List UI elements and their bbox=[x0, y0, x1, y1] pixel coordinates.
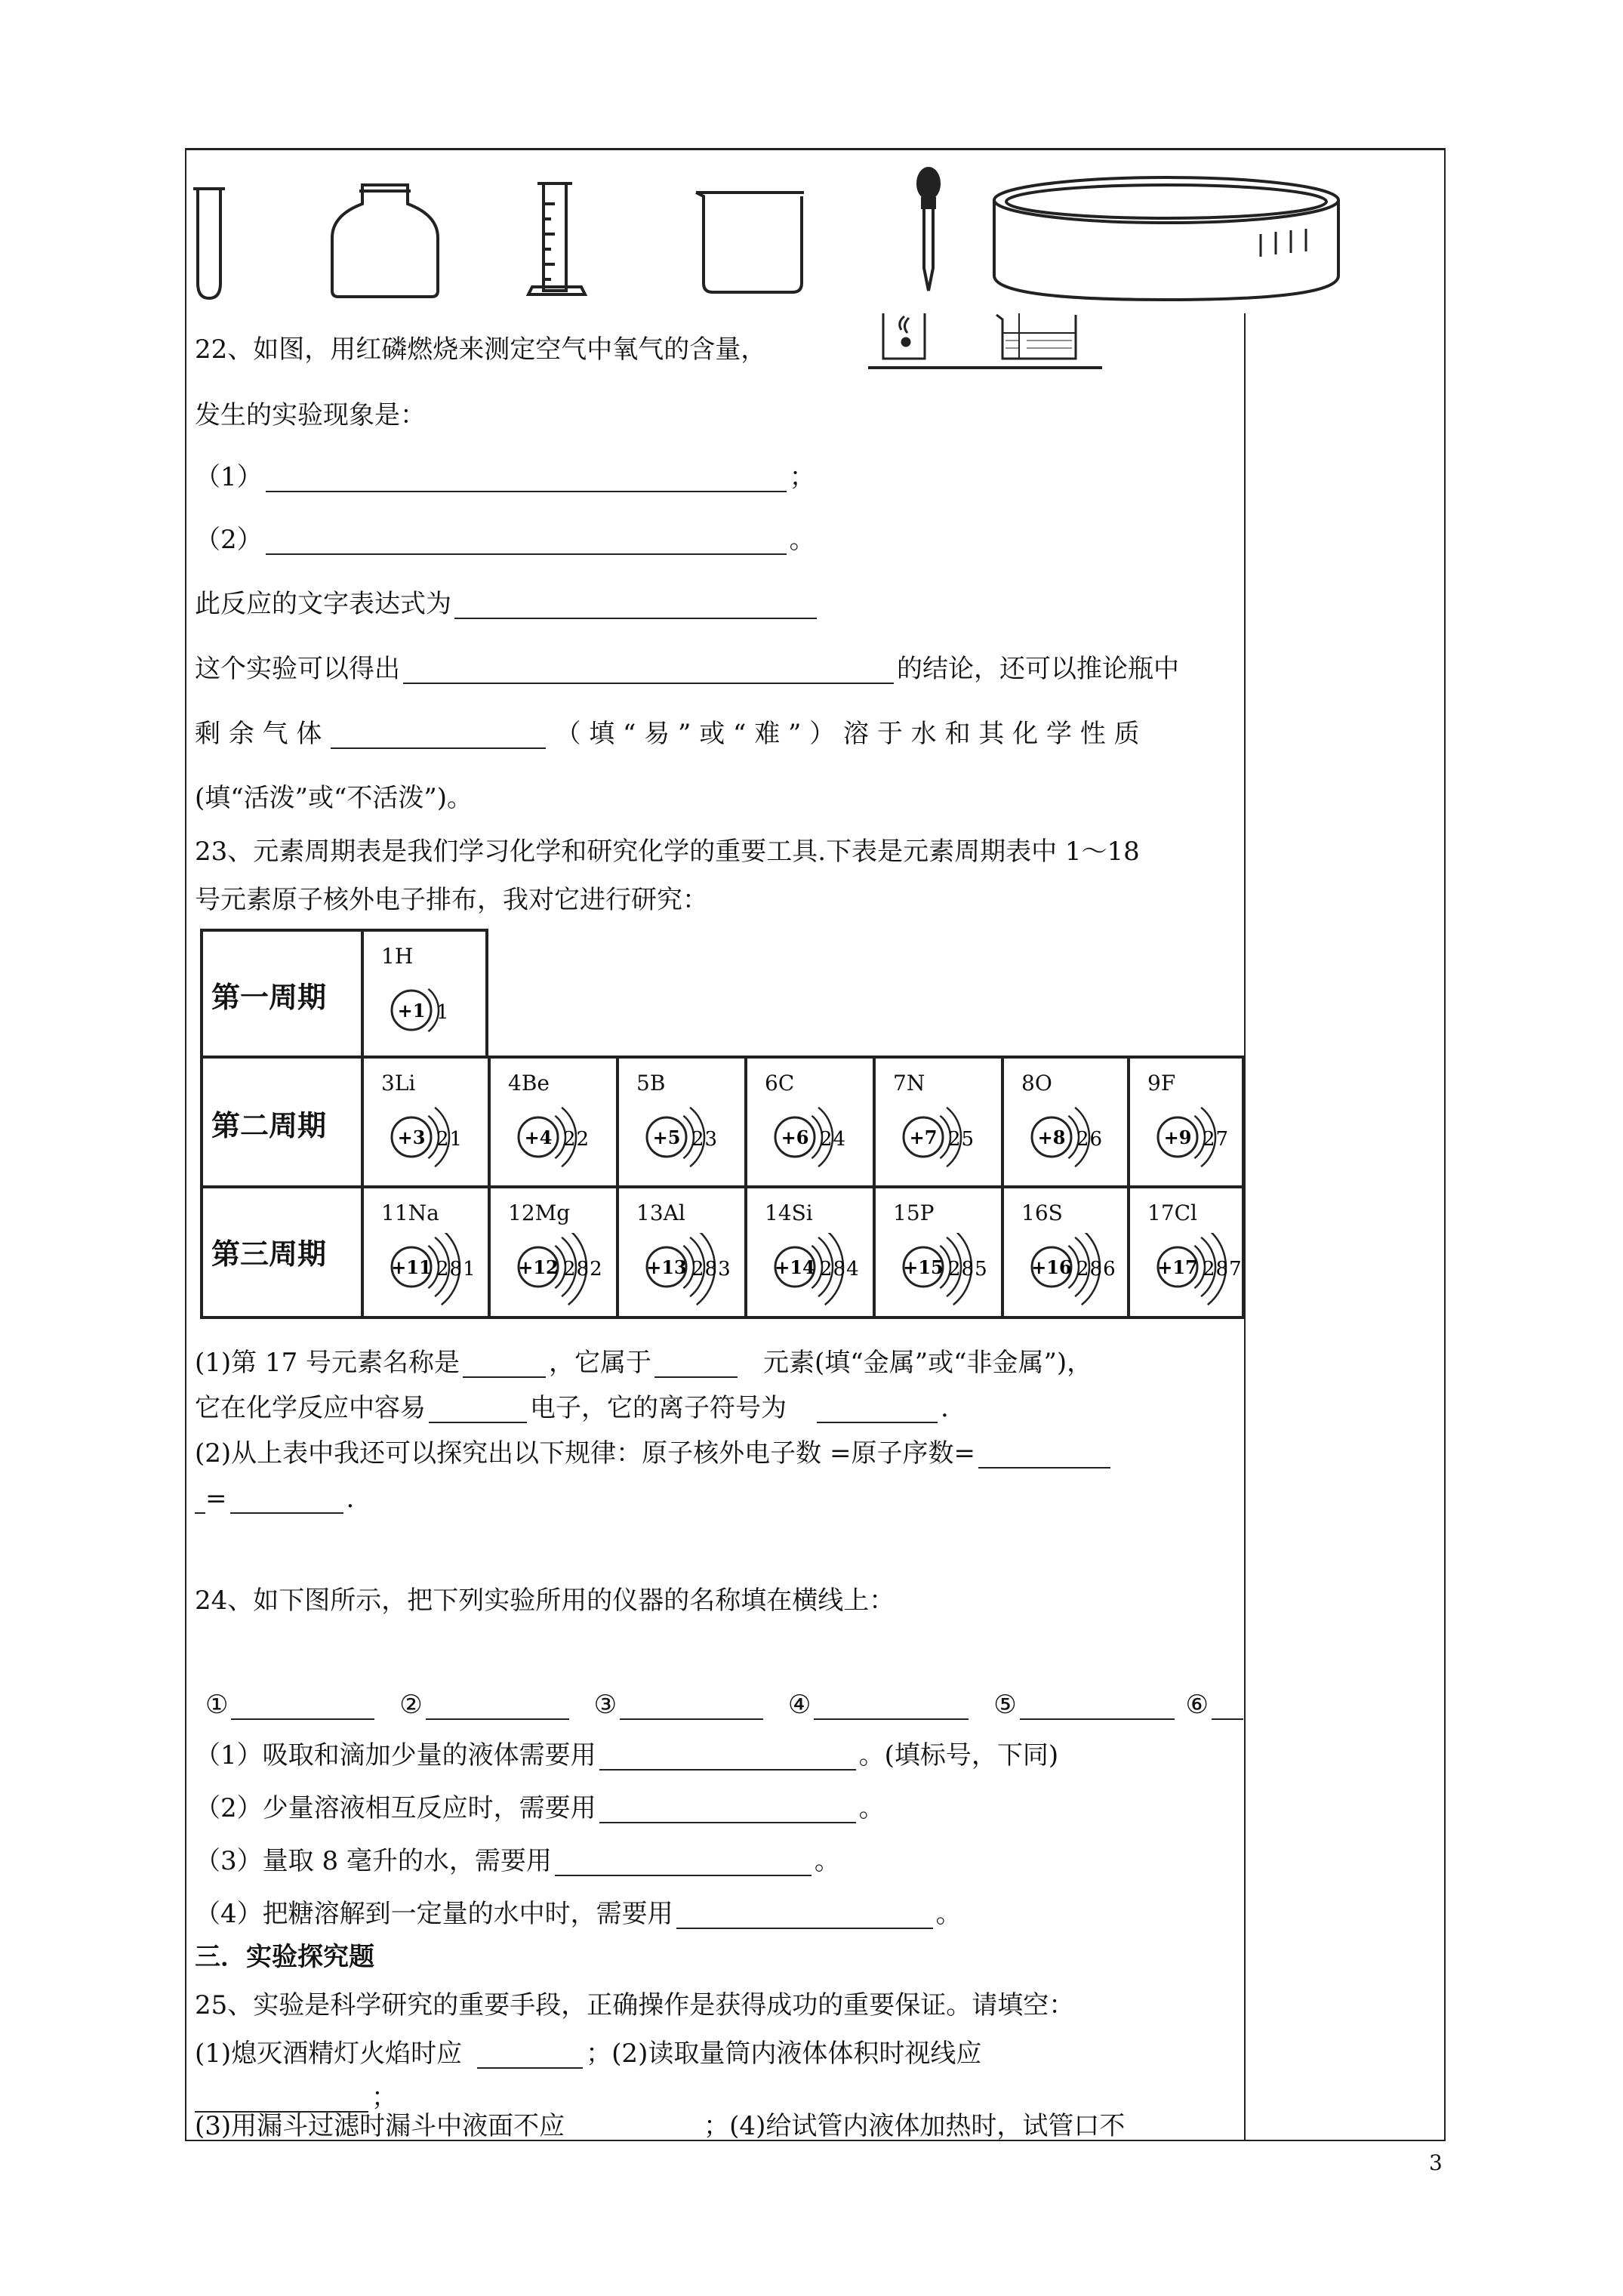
atom-structure-diagram bbox=[882, 1103, 995, 1179]
red-phosphorus-apparatus bbox=[868, 313, 1117, 370]
element-symbol: 17Cl bbox=[1147, 1200, 1198, 1225]
element-symbol: 3Li bbox=[381, 1071, 416, 1096]
nucleus-charge: +7 bbox=[909, 1126, 938, 1148]
element-symbol: 8O bbox=[1021, 1071, 1052, 1096]
q23-blank-rule1[interactable] bbox=[978, 1444, 1110, 1469]
shell-electrons: 287 bbox=[1203, 1258, 1243, 1281]
q24-i3-a: （3）量取 8 毫升的水，需要用 bbox=[195, 1846, 552, 1876]
element-symbol: 16S bbox=[1021, 1200, 1063, 1225]
element-symbol: 7N bbox=[893, 1071, 925, 1096]
q22-item1-prefix: （1） bbox=[195, 462, 263, 492]
element-cell-na bbox=[362, 1191, 489, 1312]
element-cell-c bbox=[746, 1062, 874, 1182]
nucleus-charge: +5 bbox=[652, 1126, 681, 1148]
atom-structure-diagram bbox=[1136, 1233, 1249, 1308]
q24-i1-a: （1）吸取和滴加少量的液体需要用 bbox=[195, 1740, 596, 1771]
top-rule bbox=[185, 148, 1446, 150]
nucleus-charge: +1 bbox=[397, 1000, 426, 1022]
q22-conclusion bbox=[195, 654, 1179, 684]
q23-blank-rule2[interactable] bbox=[230, 1490, 343, 1514]
shell-electrons: 1 bbox=[436, 1001, 450, 1024]
q24-blank-i1[interactable] bbox=[599, 1746, 856, 1771]
q24-item4 bbox=[195, 1899, 962, 1929]
apparatus-row bbox=[189, 162, 1397, 313]
q22-expression bbox=[195, 589, 820, 619]
q23-s2-b: = bbox=[205, 1484, 227, 1514]
atom-structure-diagram bbox=[625, 1103, 738, 1179]
q23-s2-c: . bbox=[346, 1484, 355, 1514]
q23-s2-a: (2)从上表中我还可以探究出以下规律：原子核外电子数 =原子序数= bbox=[195, 1438, 975, 1469]
atom-structure-diagram bbox=[497, 1233, 610, 1308]
q25-line1: 25、实验是科学研究的重要手段，正确操作是获得成功的重要保证。请填空： bbox=[195, 1990, 1075, 2020]
nucleus-charge: +14 bbox=[775, 1256, 815, 1278]
q22-gas-c: (填“活泼”或“不活泼”)。 bbox=[195, 783, 473, 813]
shell-electrons: 23 bbox=[691, 1128, 719, 1151]
q24-i2-b: 。 bbox=[858, 1793, 885, 1823]
q22-line1: 22、如图，用红磷燃烧来测定空气中氧气的含量， bbox=[195, 334, 767, 365]
q24-i3-b: 。 bbox=[814, 1846, 840, 1876]
q22-blank-2[interactable] bbox=[266, 531, 787, 555]
q22-concl-a: 这个实验可以得出 bbox=[195, 654, 400, 684]
nucleus-charge: +6 bbox=[781, 1126, 809, 1148]
q23-s1-e: 电子，它的离子符号为 bbox=[530, 1393, 787, 1423]
nucleus-charge: +12 bbox=[518, 1256, 559, 1278]
q23-s1-a: (1)第 17 号元素名称是 bbox=[195, 1348, 460, 1378]
q24-circle-3: ③ bbox=[593, 1690, 617, 1720]
shell-electrons: 25 bbox=[948, 1128, 975, 1151]
atom-structure-diagram bbox=[1010, 1233, 1123, 1308]
shell-electrons: 24 bbox=[820, 1128, 847, 1151]
atom-structure-diagram bbox=[753, 1233, 867, 1308]
q22-item2-prefix: （2） bbox=[195, 525, 263, 555]
periodic-table bbox=[200, 929, 1246, 1321]
period-2-label: 第二周期 bbox=[211, 1108, 327, 1142]
atom-structure-diagram bbox=[370, 1233, 483, 1308]
atom-structure-diagram bbox=[1010, 1103, 1123, 1179]
graduated-cylinder-icon bbox=[528, 183, 585, 294]
shell-electrons: 284 bbox=[820, 1258, 860, 1281]
element-cell-li bbox=[362, 1062, 489, 1182]
q23-line1: 23、元素周期表是我们学习化学和研究化学的重要工具.下表是元素周期表中 1～18 bbox=[195, 837, 1140, 867]
shell-electrons: 27 bbox=[1203, 1128, 1230, 1151]
q22-blank-concl[interactable] bbox=[403, 660, 894, 684]
q23-blank-rule2a[interactable] bbox=[195, 1490, 205, 1514]
q22-gas bbox=[195, 719, 1140, 749]
nucleus-charge: +11 bbox=[391, 1256, 432, 1278]
nucleus-charge: +8 bbox=[1037, 1126, 1066, 1148]
q24-item1 bbox=[195, 1740, 1058, 1771]
q22-expr-label: 此反应的文字表达式为 bbox=[195, 589, 451, 619]
q22-concl-b: 的结论，还可以推论瓶中 bbox=[897, 654, 1179, 684]
atom-structure-diagram bbox=[497, 1103, 610, 1179]
q24-circle-5: ⑤ bbox=[993, 1690, 1017, 1720]
period-3-label: 第三周期 bbox=[211, 1237, 327, 1271]
atom-structure-diagram bbox=[370, 976, 483, 1052]
q23-s1-b: ，它属于 bbox=[549, 1348, 652, 1378]
nucleus-charge: +4 bbox=[524, 1126, 553, 1148]
shell-electrons: 26 bbox=[1076, 1128, 1104, 1151]
q23-s1-line2 bbox=[195, 1393, 949, 1423]
q22-item1 bbox=[195, 462, 815, 492]
q22-item2 bbox=[195, 525, 815, 555]
q25-c: ； bbox=[371, 2082, 397, 2113]
q24-circle-6: ⑥ bbox=[1185, 1690, 1209, 1720]
nucleus-charge: +13 bbox=[646, 1256, 687, 1278]
q24-blank-6[interactable] bbox=[1212, 1696, 1243, 1720]
q25-line2 bbox=[195, 2039, 981, 2069]
element-symbol: 5B bbox=[636, 1071, 666, 1096]
element-cell-be bbox=[489, 1062, 617, 1182]
q23-blank-type[interactable] bbox=[654, 1354, 738, 1378]
q23-s1-f: . bbox=[941, 1393, 949, 1423]
q24-line1: 24、如下图所示，把下列实验所用的仪器的名称填在横线上： bbox=[195, 1586, 895, 1616]
q22-blank-1[interactable] bbox=[266, 468, 787, 492]
frame-right bbox=[1444, 148, 1446, 2141]
q24-item2 bbox=[195, 1793, 885, 1823]
shell-electrons: 283 bbox=[691, 1258, 731, 1281]
q23-blank-ion[interactable] bbox=[817, 1399, 938, 1423]
nucleus-charge: +15 bbox=[903, 1256, 944, 1278]
q22-item1-suffix: ； bbox=[789, 462, 815, 492]
element-symbol: 13Al bbox=[636, 1200, 685, 1225]
q23-s2-line2 bbox=[195, 1484, 354, 1514]
element-cell-al bbox=[617, 1191, 746, 1312]
q23-line2: 号元素原子核外电子排布，我对它进行研究： bbox=[195, 885, 708, 915]
q24-circle-2: ② bbox=[399, 1690, 423, 1720]
element-cell-si bbox=[746, 1191, 874, 1312]
q24-blank-2[interactable] bbox=[426, 1696, 569, 1720]
element-cell-n bbox=[874, 1062, 1002, 1182]
q23-s1-d: 它在化学反应中容易 bbox=[195, 1393, 426, 1423]
q24-circles bbox=[205, 1690, 1246, 1720]
q24-circle-1: ① bbox=[205, 1690, 229, 1720]
q24-circle-4: ④ bbox=[787, 1690, 812, 1720]
reagent-bottle-icon bbox=[332, 185, 438, 297]
test-tube-icon bbox=[193, 189, 225, 298]
element-symbol: 12Mg bbox=[508, 1200, 571, 1225]
q25-blank-3[interactable] bbox=[580, 2117, 701, 2141]
frame-left bbox=[185, 148, 186, 2141]
q23-s1-c: 元素(填“金属”或“非金属”)， bbox=[763, 1348, 1093, 1378]
q24-i2-a: （2）少量溶液相互反应时，需要用 bbox=[195, 1793, 596, 1823]
q24-item3 bbox=[195, 1846, 840, 1876]
q22-gas-b: （ 填 “ 易 ” 或 “ 难 ” ） 溶 于 水 和 其 化 学 性 质 bbox=[555, 719, 1140, 749]
element-symbol: 4Be bbox=[508, 1071, 550, 1096]
nucleus-charge: +17 bbox=[1157, 1256, 1198, 1278]
element-cell-s bbox=[1002, 1191, 1129, 1312]
water-trough-icon bbox=[994, 177, 1338, 300]
period-1-label: 第一周期 bbox=[211, 980, 327, 1014]
element-symbol: 6C bbox=[765, 1071, 795, 1096]
q22-line2: 发生的实验现象是： bbox=[195, 400, 426, 430]
element-cell-b bbox=[617, 1062, 746, 1182]
q25-a: (1)熄灭酒精灯火焰时应 bbox=[195, 2039, 463, 2069]
atom-structure-diagram bbox=[1136, 1103, 1249, 1179]
shell-electrons: 282 bbox=[563, 1258, 603, 1281]
q23-s1-line1 bbox=[195, 1348, 1092, 1378]
q24-blank-i3[interactable] bbox=[555, 1852, 812, 1876]
q25-d: (3)用漏斗过滤时漏斗中液面不应 bbox=[195, 2111, 565, 2141]
q24-blank-1[interactable] bbox=[231, 1696, 374, 1720]
element-symbol: 1H bbox=[381, 944, 414, 969]
q24-blank-5[interactable] bbox=[1020, 1696, 1175, 1720]
q25-line4 bbox=[195, 2111, 1125, 2141]
q23-blank-name[interactable] bbox=[463, 1354, 546, 1378]
element-symbol: 14Si bbox=[765, 1200, 813, 1225]
dropper-icon bbox=[918, 168, 939, 291]
section-3-heading: 三．实验探究题 bbox=[195, 1942, 374, 1972]
atom-structure-diagram bbox=[753, 1103, 867, 1179]
element-cell-mg bbox=[489, 1191, 617, 1312]
q25-e: ；(4)给试管内液体加热时，试管口不 bbox=[704, 2111, 1126, 2141]
beaker-icon bbox=[696, 193, 804, 292]
atom-structure-diagram bbox=[625, 1233, 738, 1308]
q24-blank-3[interactable] bbox=[620, 1696, 763, 1720]
shell-electrons: 281 bbox=[436, 1258, 476, 1281]
shell-electrons: 286 bbox=[1076, 1258, 1116, 1281]
q25-blank-2[interactable] bbox=[195, 2088, 368, 2113]
q24-i4-b: 。 bbox=[935, 1899, 962, 1929]
q23-blank-electron[interactable] bbox=[429, 1399, 527, 1423]
q25-b: ；(2)读取量筒内液体体积时视线应 bbox=[586, 2039, 982, 2069]
q23-s2-line1 bbox=[195, 1438, 1113, 1469]
nucleus-charge: +9 bbox=[1163, 1126, 1192, 1148]
atom-structure-diagram bbox=[370, 1103, 483, 1179]
q25-line3 bbox=[195, 2082, 397, 2113]
element-symbol: 9F bbox=[1147, 1071, 1176, 1096]
element-cell-o bbox=[1002, 1062, 1129, 1182]
element-cell-h bbox=[362, 935, 487, 1056]
element-symbol: 11Na bbox=[381, 1200, 439, 1225]
element-cell-p bbox=[874, 1191, 1002, 1312]
shell-electrons: 285 bbox=[948, 1258, 988, 1281]
q24-i1-b: 。(填标号，下同) bbox=[858, 1740, 1059, 1771]
q22-blank-expr[interactable] bbox=[454, 595, 817, 619]
atom-structure-diagram bbox=[882, 1233, 995, 1308]
shell-electrons: 22 bbox=[563, 1128, 590, 1151]
nucleus-charge: +16 bbox=[1031, 1256, 1072, 1278]
element-symbol: 15P bbox=[893, 1200, 935, 1225]
shell-electrons: 21 bbox=[436, 1128, 463, 1151]
element-cell-cl bbox=[1129, 1191, 1243, 1312]
q24-blank-i4[interactable] bbox=[676, 1905, 933, 1929]
q24-i4-a: （4）把糖溶解到一定量的水中时，需要用 bbox=[195, 1899, 673, 1929]
nucleus-charge: +3 bbox=[397, 1126, 426, 1148]
q22-blank-gas[interactable] bbox=[331, 725, 546, 749]
q24-blank-4[interactable] bbox=[814, 1696, 969, 1720]
element-cell-f bbox=[1129, 1062, 1243, 1182]
q22-gas-a: 剩 余 气 体 bbox=[195, 719, 322, 749]
q24-blank-i2[interactable] bbox=[599, 1799, 856, 1823]
page-number: 3 bbox=[1429, 2150, 1443, 2175]
q22-item2-suffix: 。 bbox=[789, 525, 815, 555]
q25-blank-1[interactable] bbox=[477, 2045, 583, 2069]
